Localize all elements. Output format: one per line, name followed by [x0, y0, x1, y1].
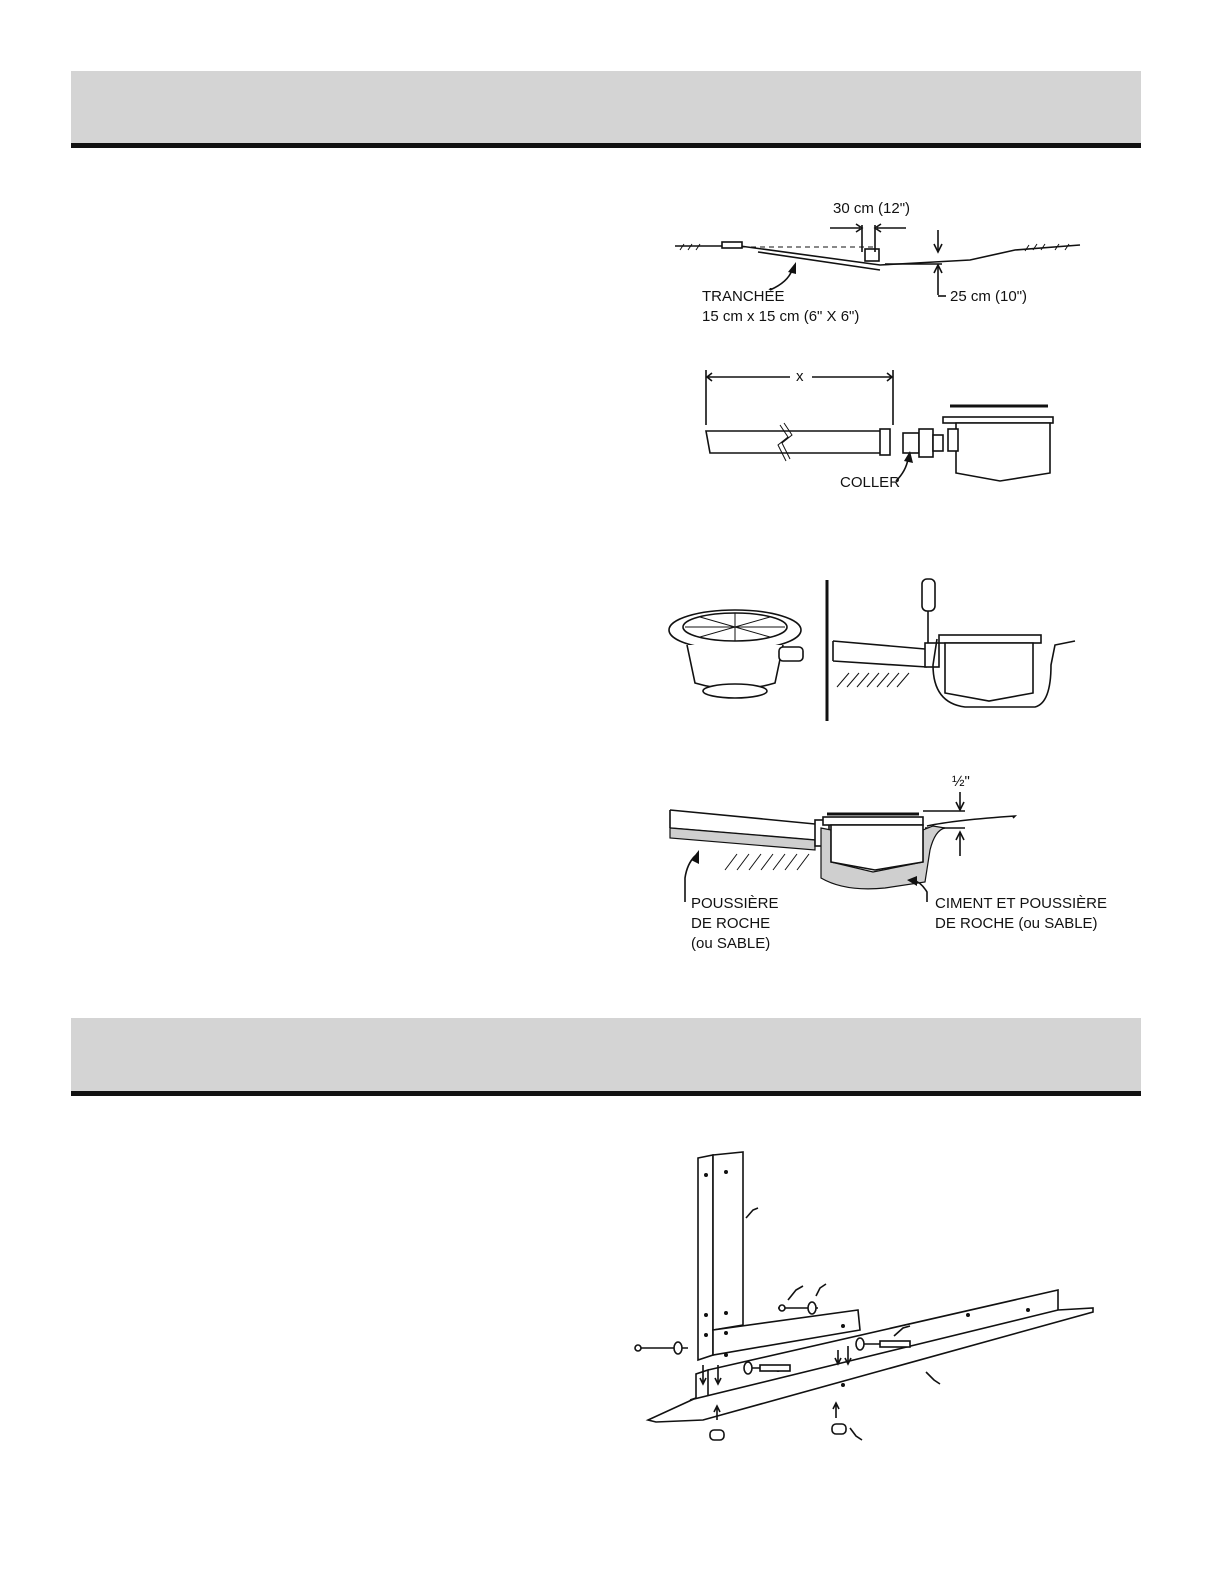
dim-30cm-label: 30 cm (12") [833, 200, 911, 217]
drain-outlet [779, 647, 803, 661]
rock-dust-label-line1: POUSSIÈRE [691, 895, 779, 912]
pipe-assembly-diagram [700, 365, 1070, 495]
bolt-holes [704, 1170, 1030, 1387]
trench-diagram [670, 190, 1090, 330]
drain-body [956, 423, 1050, 481]
drain-bowl [687, 645, 783, 689]
dim-half-inch-label: ½" [952, 773, 970, 790]
drain-cross-section-diagram [665, 770, 1105, 955]
rock-dust-label-line2: DE ROCHE [691, 915, 771, 932]
installed-drain-body [945, 643, 1033, 701]
dim-x-label: x [796, 368, 804, 385]
cement-label-line2: DE ROCHE (ou SABLE) [935, 915, 1098, 932]
section-header-band-top [71, 71, 1141, 148]
drain-installation-diagram [665, 575, 1085, 725]
rail-pin-left [710, 1430, 724, 1440]
screwdriver-handle [922, 579, 935, 611]
pipe [706, 431, 888, 453]
skimmer-box [722, 242, 742, 248]
dim-25cm-label: 25 cm (10") [950, 288, 1028, 305]
upright-bracket [698, 1155, 713, 1360]
section-header-band-bottom [71, 1018, 1141, 1096]
pipe-coupling [880, 429, 890, 455]
rail-pin-right [832, 1424, 846, 1434]
rock-dust-label-line3: (ou SABLE) [691, 935, 771, 952]
soil-hatch [837, 673, 909, 687]
cement-label-line1: CIMENT ET POUSSIÈRE [935, 895, 1107, 912]
trench-label-line2: 15 cm x 15 cm (6" X 6") [702, 308, 860, 325]
drain-box [865, 249, 879, 261]
rock-dust-layer [670, 828, 815, 850]
trench-label-line1: TRANCHÉE [702, 288, 785, 305]
fitting [903, 433, 919, 453]
soil-hatch-2 [725, 854, 809, 870]
final-drain-body [831, 825, 923, 870]
bracket-assembly-diagram [628, 1150, 1098, 1450]
glue-label: COLLER [840, 474, 901, 491]
